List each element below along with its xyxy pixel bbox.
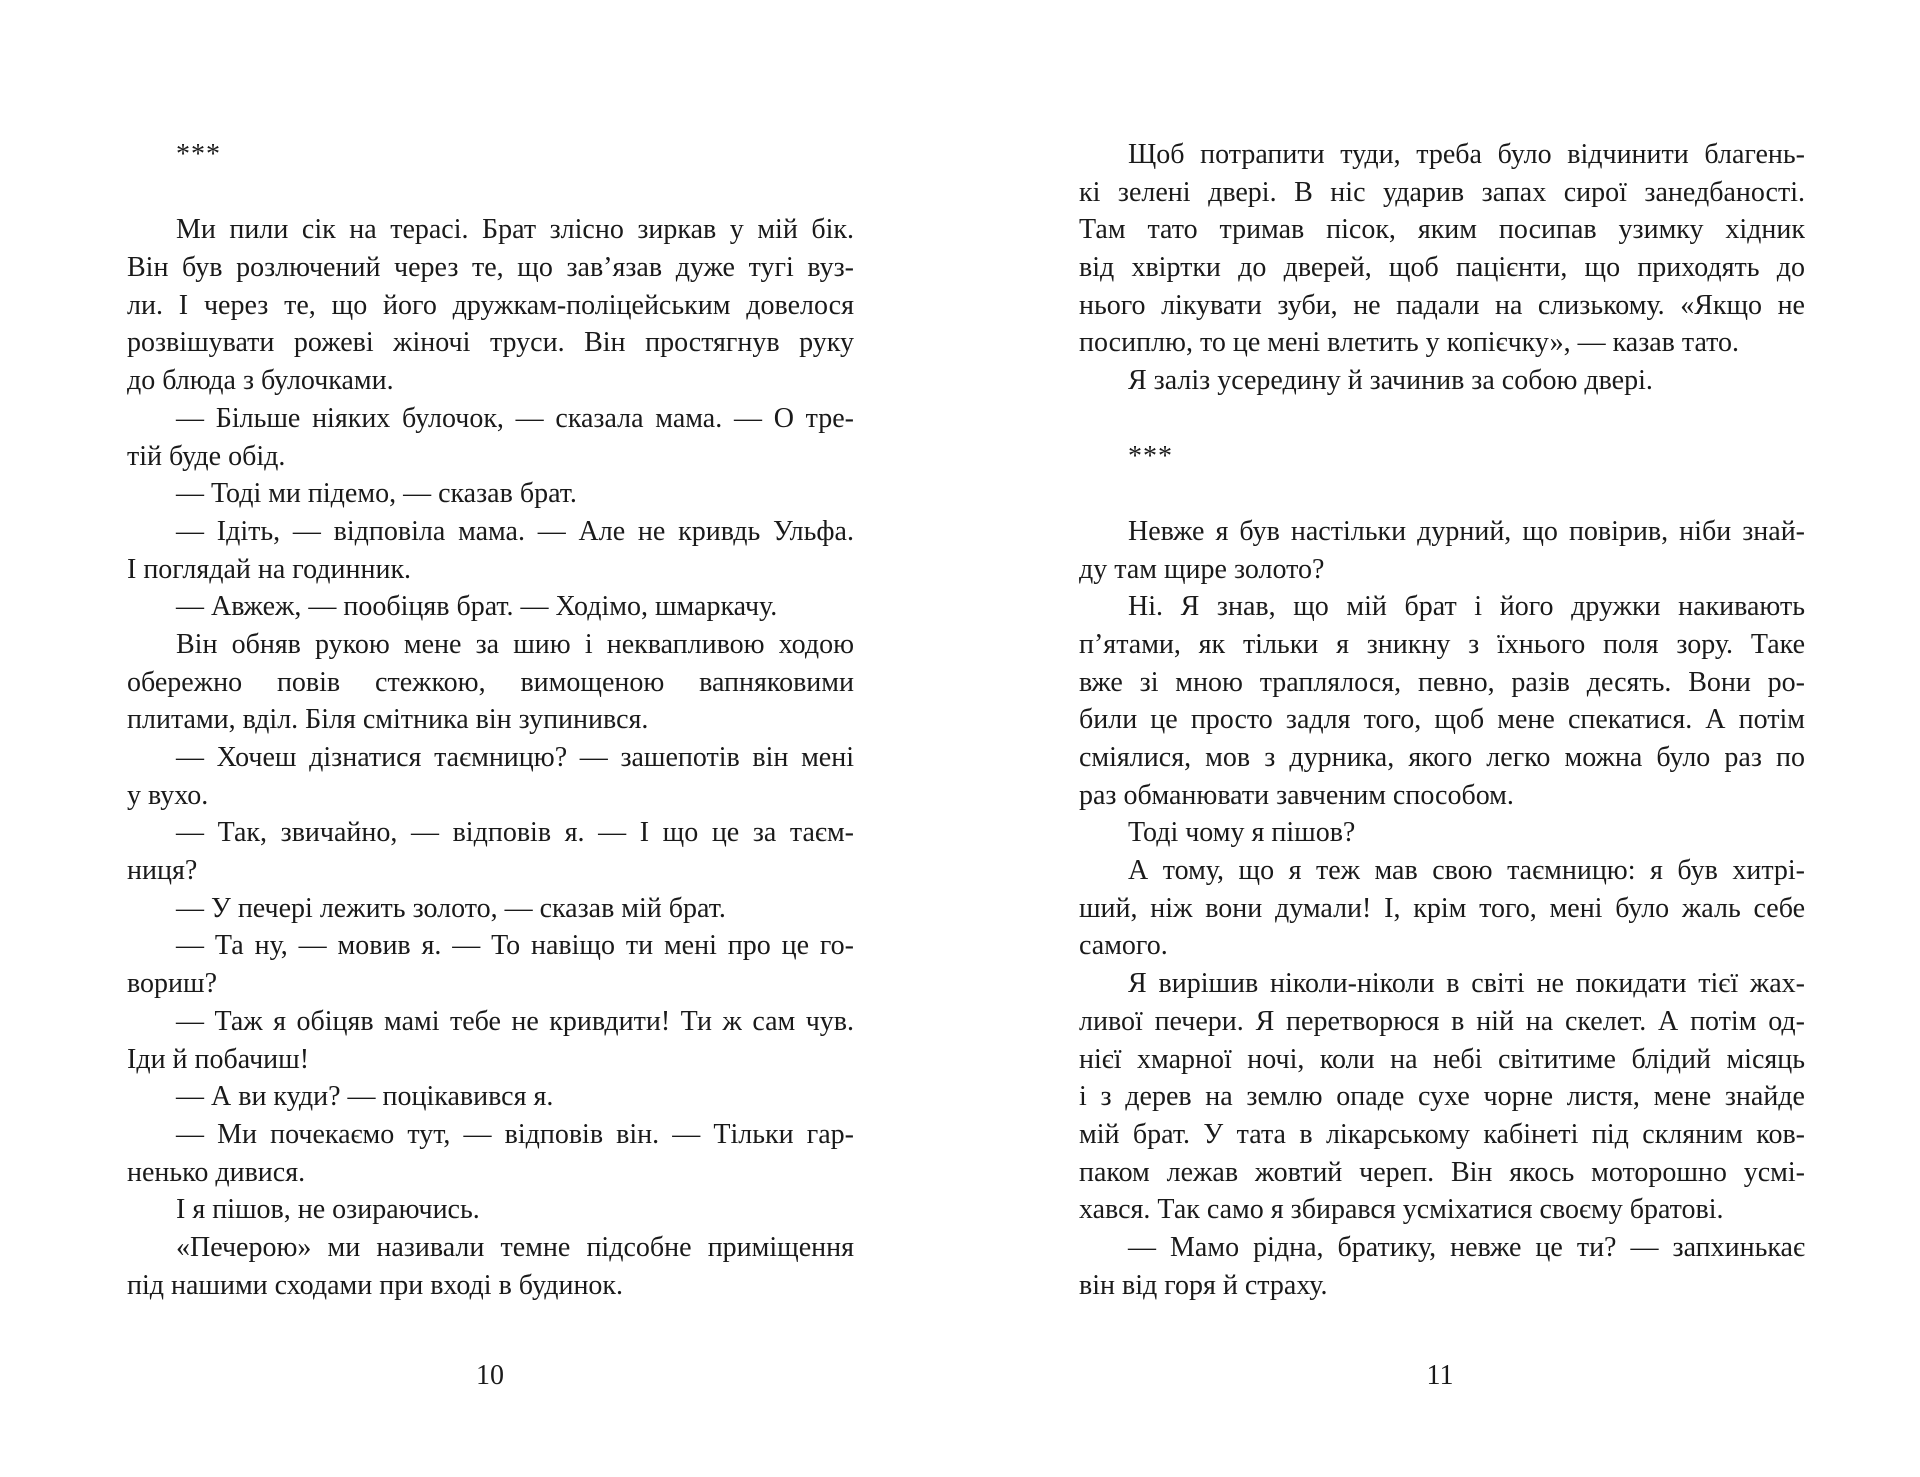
text-line: він від горя й страху. (1079, 1269, 1328, 1301)
text-line: від хвіртки до дверей, щоб пацієнти, що приходять до (1079, 252, 1805, 284)
text-line: самого. (1079, 930, 1168, 962)
text-line: ду там щире золото? (1079, 553, 1325, 585)
text-line: мій брат. У тата в лікарському кабінеті під скляним ков- (1079, 1118, 1805, 1150)
blank-line (127, 174, 854, 212)
text-line: Щоб потрапити туди, треба було відчинити благень- (1128, 139, 1805, 170)
text-line: нієї хмарної ночі, коли на небі світитиме блідий місяць (1079, 1043, 1805, 1075)
text-line: тій буде обід. (127, 440, 286, 472)
text-line: розвішувати рожеві жіночі труси. Він простягнув руку (127, 327, 854, 359)
text-line: Я вирішив ніколи-ніколи в світі не покидати тієї жах- (1128, 968, 1805, 1000)
text-line: і з дерев на землю опаде сухе чорне листя, мене знайде (1079, 1081, 1805, 1113)
text-line: ненько дивися. (127, 1156, 306, 1188)
text-line: Невже я був настільки дурний, що повірив, ніби знай- (1128, 515, 1805, 547)
text-line: били це просто задля того, щоб мене спекатися. А потім (1079, 704, 1805, 736)
text-line: у вухо. (127, 779, 209, 811)
right-page-text (1079, 136, 1805, 1304)
page-number: 11 (1426, 1360, 1454, 1391)
text-line: раз обманювати завченим способом. (1079, 779, 1514, 811)
text-line: І я пішов, не озираючись. (176, 1194, 480, 1226)
text-line: А тому, що я теж мав свою таємницю: я був хитрі- (1128, 855, 1805, 887)
text-line: — Тоді ми підемо, — сказав брат. (176, 478, 577, 510)
text-line: Він був розлючений через те, що зав’язав дуже тугі вуз- (127, 252, 854, 284)
text-line: — А ви куди? — поцікавився я. (176, 1081, 554, 1113)
text-line: під нашими сходами при вході в будинок. (127, 1269, 624, 1301)
scene-separator: *** (1128, 440, 1173, 472)
text-line: кі зелені двері. В ніс ударив запах сирої занедбаності. (1079, 176, 1805, 208)
scene-separator: *** (176, 139, 221, 170)
text-line: ливої печери. Я перетворюся в ній на скелет. А потім од- (1079, 1005, 1805, 1037)
text-line: обережно повів стежкою, вимощеною вапняковими (127, 666, 854, 698)
text-line: — Більше ніяких булочок, — сказала мама. — О тре- (176, 402, 854, 434)
right-page (960, 0, 1920, 1477)
text-line: плитами, вділ. Біля смітника він зупинився. (127, 704, 649, 736)
text-line: Тоді чому я пішов? (1128, 817, 1356, 849)
text-line: І поглядай на годинник. (127, 553, 412, 585)
text-line: вже зі мною траплялося, певно, разів десять. Вони ро- (1079, 666, 1805, 698)
text-line: нього лікувати зуби, не падали на слизькому. «Якщо не (1079, 289, 1805, 321)
text-line: вориш? (127, 968, 218, 1000)
text-line: ли. І через те, що його дружкам-поліцейським довелося (127, 289, 854, 321)
text-line: Я заліз усередину й зачинив за собою двері. (1128, 365, 1653, 397)
text-line: — Так, звичайно, — відповів я. — І що це за таєм- (176, 817, 854, 849)
text-line: до блюда з булочками. (127, 365, 394, 397)
text-line: Там тато тримав пісок, яким посипав узимку хідник (1079, 214, 1805, 246)
blank-line (1079, 400, 1805, 438)
text-line: Ні. Я знав, що мій брат і його дружки накивають (1128, 591, 1805, 623)
page-number: 10 (476, 1360, 504, 1391)
text-line: ший, ніж вони думали! І, крім того, мені було жаль себе (1079, 892, 1805, 924)
text-line: — Ідіть, — відповіла мама. — Але не кривдь Ульфа. (176, 515, 854, 547)
text-line: — У печері лежить золото, — сказав мій брат. (176, 892, 726, 924)
text-line: — Мамо рідна, братику, невже це ти? — запхинькає (1128, 1231, 1805, 1263)
text-line: Він обняв рукою мене за шию і неквапливою ходою (176, 628, 854, 660)
left-page-text (127, 136, 854, 1304)
text-line: посиплю, то це мені влетить у копієчку», — казав тато. (1079, 327, 1740, 359)
text-line: — Та ну, — мовив я. — То навіщо ти мені про це го- (176, 930, 854, 962)
text-line: ниця? (127, 855, 198, 887)
text-line: Іди й побачиш! (127, 1043, 310, 1075)
text-line: «Печерою» ми називали темне підсобне приміщення (176, 1231, 854, 1263)
text-line: — Хочеш дізнатися таємницю? — зашепотів він мені (176, 742, 854, 773)
text-line: п’ятами, як тільки я зникну з їхнього поля зору. Таке (1079, 628, 1805, 660)
text-line: сміялися, мов з дурника, якого легко можна було раз по (1079, 742, 1805, 773)
text-line: хався. Так само я збирався усміхатися своєму братові. (1079, 1194, 1724, 1226)
blank-line (1079, 475, 1805, 513)
text-line: паком лежав жовтий череп. Він якось моторошно усмі- (1079, 1156, 1805, 1188)
text-line: — Ми почекаємо тут, — відповів він. — Тільки гар- (176, 1118, 854, 1150)
text-line: Ми пили сік на терасі. Брат злісно зиркав у мій бік. (176, 214, 854, 246)
text-line: — Таж я обіцяв мамі тебе не кривдити! Ти ж сам чув. (176, 1005, 854, 1037)
text-line: — Авжеж, — пообіцяв брат. — Ходімо, шмаркачу. (176, 591, 778, 623)
